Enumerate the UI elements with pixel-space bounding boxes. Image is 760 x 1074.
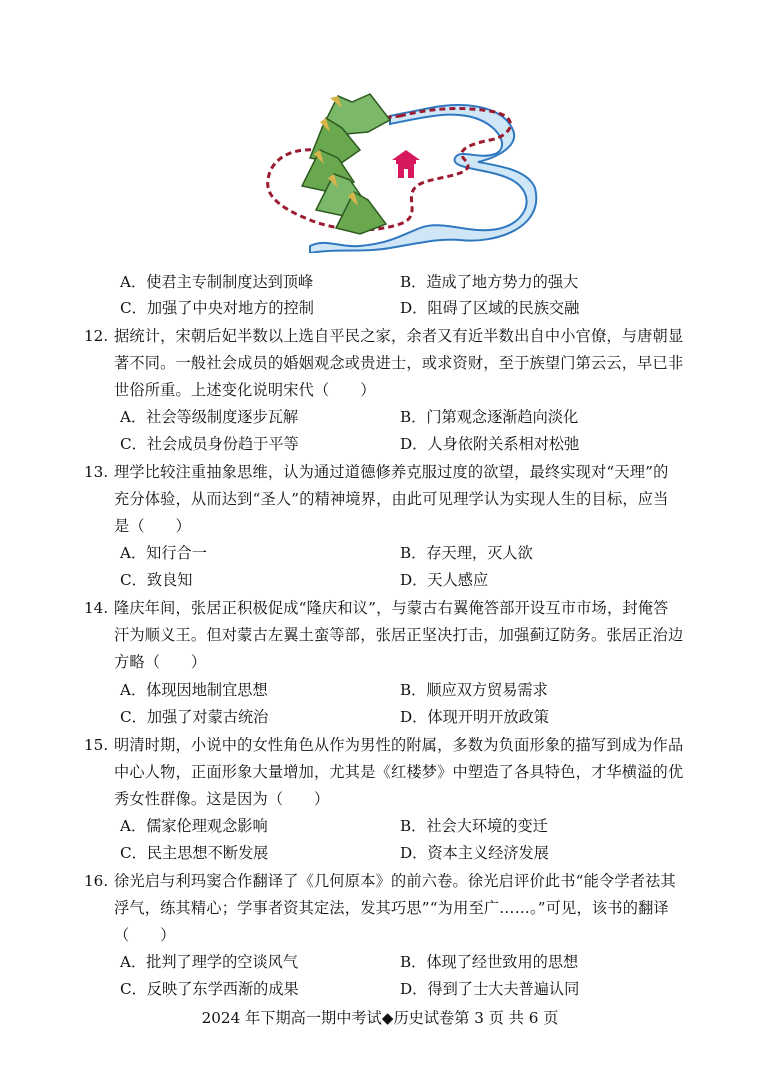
q14-option-d[interactable]: D．体现开明开放政策 [400,708,549,726]
q15-stem-line: 秀女性群像。这是因为（ ） [114,790,330,808]
q14-number: 14. [84,599,109,617]
city-icon [392,150,420,178]
q13-number: 13. [84,463,109,481]
q12-stem-line: 据统计，宋朝后妃半数以上选自平民之家，余者又有近半数出自中小官僚，与唐朝显 [114,327,684,345]
q13-stem-line: 充分体验，从而达到“圣人”的精神境界，由此可见理学认为实现人生的目标，应当 [114,490,669,508]
q16-number: 16. [84,872,109,890]
q13-option-b[interactable]: B．存天理，灭人欲 [400,544,533,562]
q15-option-a[interactable]: A．儒家伦理观念影响 [120,817,268,835]
q14-stem-line: 隆庆年间，张居正积极促成“隆庆和议”，与蒙古右翼俺答部开设互市市场，封俺答 [114,599,669,617]
q12-stem-line: 世俗所重。上述变化说明宋代（ ） [114,381,376,399]
q13-stem-line: 理学比较注重抽象思维，认为通过道德修养克服过度的欲望，最终实现对“天理”的 [114,463,669,481]
q14-stem-line: 汗为顺义王。但对蒙古左翼土蛮等部，张居正坚决打击，加强蓟辽防务。张居正治边 [114,626,684,644]
q12-stem-line: 著不同。一般社会成员的婚姻观念或贵进士，或求资财，至于族望门第云云，早已非 [114,354,684,372]
q14-option-b[interactable]: B．顺应双方贸易需求 [400,681,548,699]
q11-option-a[interactable]: A．使君主专制制度达到顶峰 [120,273,314,291]
map-figure [250,88,560,253]
q15-stem-line: 中心人物，正面形象大量增加，尤其是《红楼梦》中塑造了各具特色，才华横溢的优 [114,763,684,781]
q12-number: 12. [84,327,109,345]
q15-number: 15. [84,736,109,754]
page-footer: 2024 年下期高一期中考试◆历史试卷第 3 页 共 6 页 [201,1009,559,1027]
q12-option-a[interactable]: A．社会等级制度逐步瓦解 [120,408,299,426]
q15-option-d[interactable]: D．资本主义经济发展 [400,844,549,862]
q16-option-b[interactable]: B．体现了经世致用的思想 [400,953,579,971]
q12-option-d[interactable]: D．人身依附关系相对松弛 [400,435,580,453]
q14-option-a[interactable]: A．体现因地制宜思想 [120,681,268,699]
q16-option-d[interactable]: D．得到了士大夫普遍认同 [400,980,580,998]
q13-option-a[interactable]: A．知行合一 [120,544,207,562]
q12-option-c[interactable]: C．社会成员身份趋于平等 [120,435,299,453]
q14-option-c[interactable]: C．加强了对蒙古统治 [120,708,269,726]
mountains [302,94,390,234]
q16-stem-line: 浮气，练其精心；学事者资其定法，发其巧思”“为用至广……。”可见，该书的翻译 [114,899,669,917]
q13-stem-line: 是（ ） [114,517,191,535]
q11-option-b[interactable]: B．造成了地方势力的强大 [400,273,579,291]
q13-option-d[interactable]: D．天人感应 [400,571,489,589]
q16-stem-line: 徐光启与利玛窦合作翻译了《几何原本》的前六卷。徐光启评价此书“能令学者祛其 [114,872,676,890]
q14-stem-line: 方略（ ） [114,653,207,671]
q11-option-d[interactable]: D．阻碍了区域的民族交融 [400,299,580,317]
q16-option-a[interactable]: A．批判了理学的空谈风气 [120,953,299,971]
q12-option-b[interactable]: B．门第观念逐渐趋向淡化 [400,408,579,426]
q16-option-c[interactable]: C．反映了东学西渐的成果 [120,980,299,998]
q16-stem-line: （ ） [114,926,176,944]
q15-option-c[interactable]: C．民主思想不断发展 [120,844,269,862]
q11-option-c[interactable]: C．加强了中央对地方的控制 [120,299,314,317]
q15-stem-line: 明清时期，小说中的女性角色从作为男性的附属，多数为负面形象的描写到成为作品 [114,736,684,754]
q13-option-c[interactable]: C．致良知 [120,571,193,589]
q15-option-b[interactable]: B．社会大环境的变迁 [400,817,548,835]
